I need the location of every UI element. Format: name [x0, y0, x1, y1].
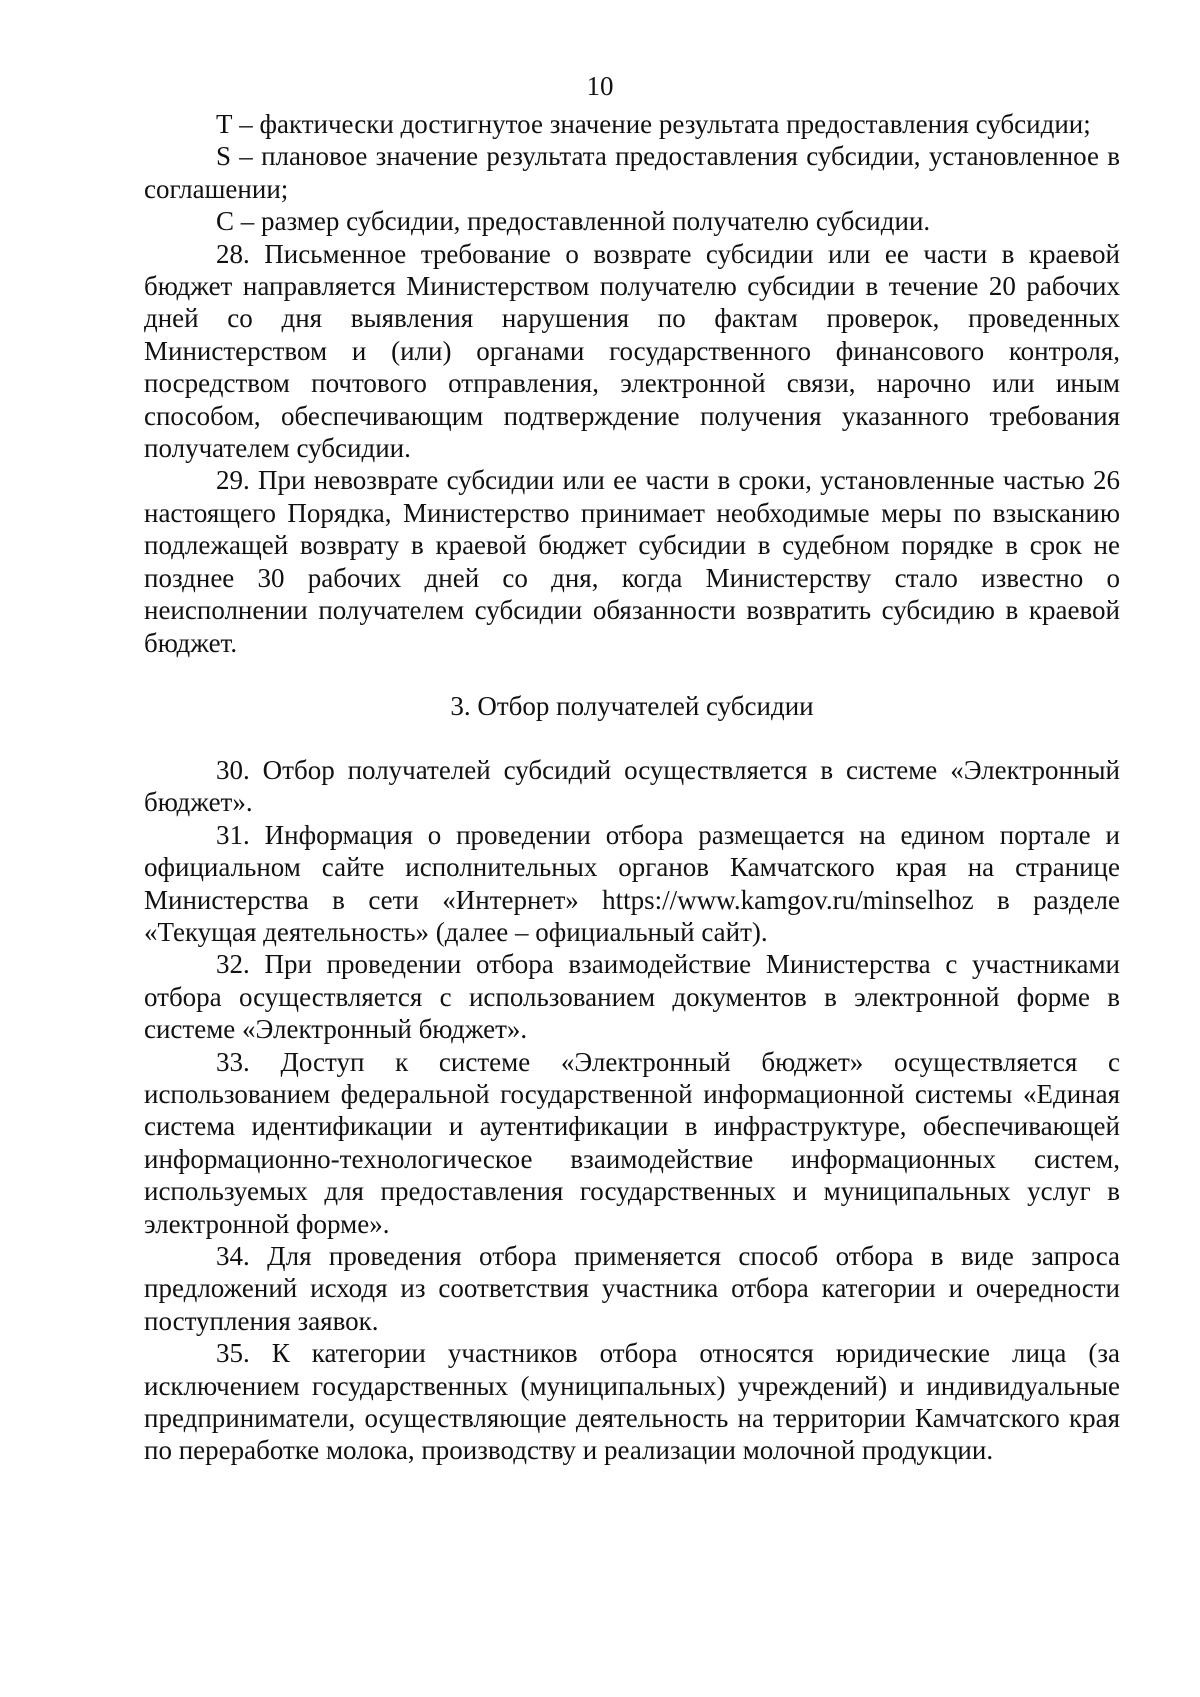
paragraph-29: 29. При невозврате субсидии или ее части в сроки, установленные частью 26 настоящего Порядка, Министерство принимает необходимые меры по взысканию подлежащей возврату в краевой бюджет субсидии в судебном порядке в срок не позднее 30 рабочих дней со дня, когда Министерству стало известно о неисполнении получателем субсидии обязанности возвратить субсидию в краевой бюджет. [144, 465, 1120, 658]
section-heading: 3. Отбор получателей субсидии [450, 690, 814, 721]
paragraph-t-definition: Т – фактически достигнутое значение результата предоставления субсидии; [216, 109, 1091, 139]
paragraph-c-definition: C – размер субсидии, предоставленной получателю субсидии. [216, 206, 931, 237]
paragraph-30: 30. Отбор получателей субсидий осуществляется в системе «Электронный бюджет». [144, 754, 1120, 818]
paragraph-34: 34. Для проведения отбора применяется способ отбора в виде запроса предложений исходя из соответствия участника отбора категории и очередности поступления заявок. [144, 1241, 1120, 1336]
paragraph-31: 31. Информация о проведении отбора размещается на едином портале и официальном сайте исполнительных органов Камчатского края на странице Министерства в сети «Интернет» https://www.kamgov.ru/minselhoz в разделе «Текущая деятельность» (далее – официальный сайт). [144, 819, 1120, 947]
paragraph-35: 35. К категории участников отбора относятся юридические лица (за исключением государственных (муниципальных) учреждений) и индивидуальные предприниматели, осуществляющие деятельность на территории Камчатского края по переработке молока, производству и реализации молочной продукции. [144, 1338, 1120, 1466]
paragraph-28: 28. Письменное требование о возврате субсидии или ее части в краевой бюджет направляется Министерством получателю субсидии в течение 20 рабочих дней со дня выявления нарушения по фактам проверок, проведенных Министерством и (или) органами государственного финансового контроля, посредством почтового отправления, электронной связи, нарочно или иным способом, обеспечивающим подтверждение получения указанного требования получателем субсидии. [144, 238, 1120, 464]
document-body [144, 108, 1120, 1467]
paragraph-32: 32. При проведении отбора взаимодействие Министерства с участниками отбора осуществляется с использованием документов в электронной форме в системе «Электронный бюджет». [144, 949, 1120, 1045]
page-number: 10 [586, 71, 614, 101]
paragraph-33: 33. Доступ к системе «Электронный бюджет» осуществляется с использованием федеральной государственной информационной системы «Единая система идентификации и аутентификации в инфраструктуре, обеспечивающей информационно-технологическое взаимодействие информационных систем, используемых для предоставления государственных и муниципальных услуг в электронной форме». [144, 1046, 1120, 1239]
paragraph-s-definition: S – плановое значение результата предоставления субсидии, установленное в соглашении; [144, 141, 1120, 204]
